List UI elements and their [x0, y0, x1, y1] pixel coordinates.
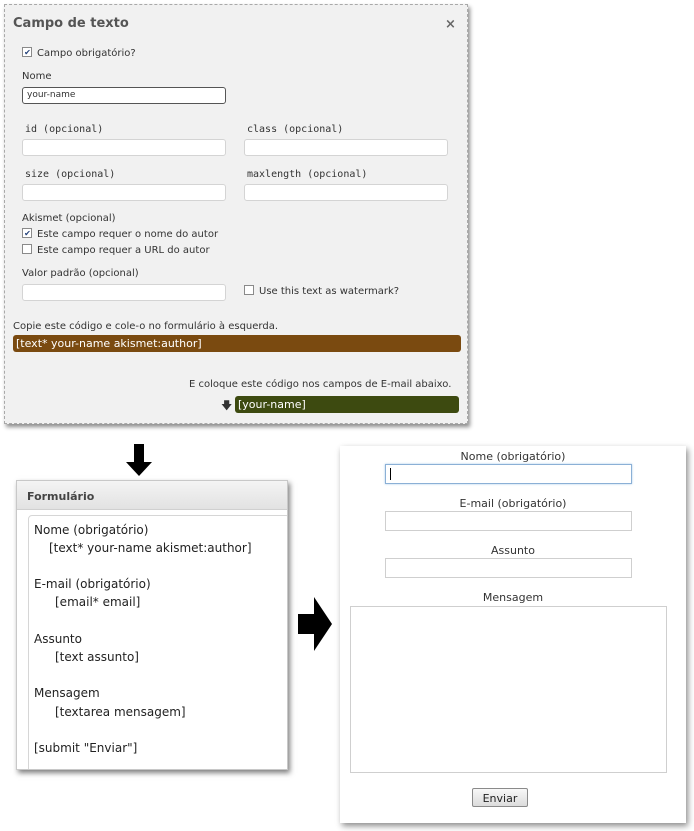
required-checkbox[interactable]	[22, 47, 32, 57]
akismet-label: Akismet (opcional)	[22, 213, 116, 224]
enviar-button[interactable]: Enviar	[472, 788, 528, 807]
mail-tag-field[interactable]	[235, 396, 459, 413]
email-field[interactable]	[385, 511, 632, 531]
text-caret	[390, 468, 391, 480]
code-line: [text* your-name akismet:author]	[49, 541, 252, 555]
assunto-field[interactable]	[385, 558, 632, 578]
watermark-label: Use this text as watermark?	[259, 286, 400, 297]
panel-header	[17, 481, 287, 510]
code-line: Nome (obrigatório)	[34, 523, 149, 537]
code-line: [textarea mensagem]	[55, 705, 186, 719]
panel-title: Formulário	[27, 490, 95, 503]
akismet-author-row[interactable]	[22, 229, 218, 240]
code-line: Assunto	[34, 632, 82, 646]
watermark-checkbox[interactable]	[244, 285, 254, 295]
class-label: class (opcional)	[247, 124, 344, 135]
arrow-right-icon	[298, 597, 332, 651]
maxlength-label: maxlength (opcional)	[247, 169, 368, 180]
akismet-author-label: Este campo requer o nome do autor	[37, 229, 219, 240]
rendered-contact-form	[340, 446, 686, 823]
required-row[interactable]	[22, 48, 136, 59]
nome-field[interactable]	[385, 464, 632, 484]
code-line: [text assunto]	[55, 650, 139, 664]
required-label: Campo obrigatório?	[37, 48, 136, 59]
code-line: Mensagem	[34, 686, 100, 700]
shortcode-text: [text* your-name akismet:author]	[16, 337, 202, 350]
shortcode-field[interactable]	[13, 335, 461, 352]
assunto-field-label: Assunto	[491, 544, 535, 557]
size-label: size (opcional)	[25, 169, 116, 180]
default-value-input[interactable]	[22, 284, 226, 301]
size-input[interactable]	[22, 184, 226, 201]
akismet-url-row[interactable]	[22, 245, 210, 256]
arrow-down-small-icon: 🡇	[221, 399, 233, 412]
close-icon[interactable]: ×	[445, 17, 456, 32]
dialog-title: Campo de texto	[13, 16, 129, 31]
watermark-row[interactable]	[244, 286, 399, 297]
nome-field-label: Nome (obrigatório)	[460, 450, 566, 463]
mail-tag-text: [your-name]	[238, 398, 306, 411]
form-code-textarea[interactable]	[28, 515, 288, 770]
form-editor-panel	[16, 480, 288, 770]
class-input[interactable]	[244, 139, 448, 156]
id-label: id (opcional)	[25, 124, 104, 135]
default-value-label: Valor padrão (opcional)	[22, 268, 139, 279]
nome-input-value: your-name	[27, 90, 76, 100]
code-line: [submit "Enviar"]	[34, 741, 138, 755]
email-field-label: E-mail (obrigatório)	[459, 497, 567, 510]
akismet-url-label: Este campo requer a URL do autor	[37, 245, 210, 256]
nome-input[interactable]	[22, 87, 226, 104]
copy-instruction: Copie este código e cole-o no formulário à esquerda.	[13, 321, 279, 332]
mensagem-textarea[interactable]	[350, 606, 667, 773]
arrow-down-icon	[126, 444, 152, 476]
tag-generator-dialog	[4, 4, 468, 424]
mensagem-field-label: Mensagem	[482, 591, 544, 604]
maxlength-input[interactable]	[244, 184, 448, 201]
id-input[interactable]	[22, 139, 226, 156]
akismet-author-checkbox[interactable]	[22, 228, 32, 238]
code-line: E-mail (obrigatório)	[34, 577, 151, 591]
mail-instruction: E coloque este código nos campos de E-mail abaixo.	[189, 379, 452, 390]
nome-label: Nome	[22, 71, 52, 82]
akismet-url-checkbox[interactable]	[22, 244, 32, 254]
code-line: [email* email]	[55, 595, 141, 609]
